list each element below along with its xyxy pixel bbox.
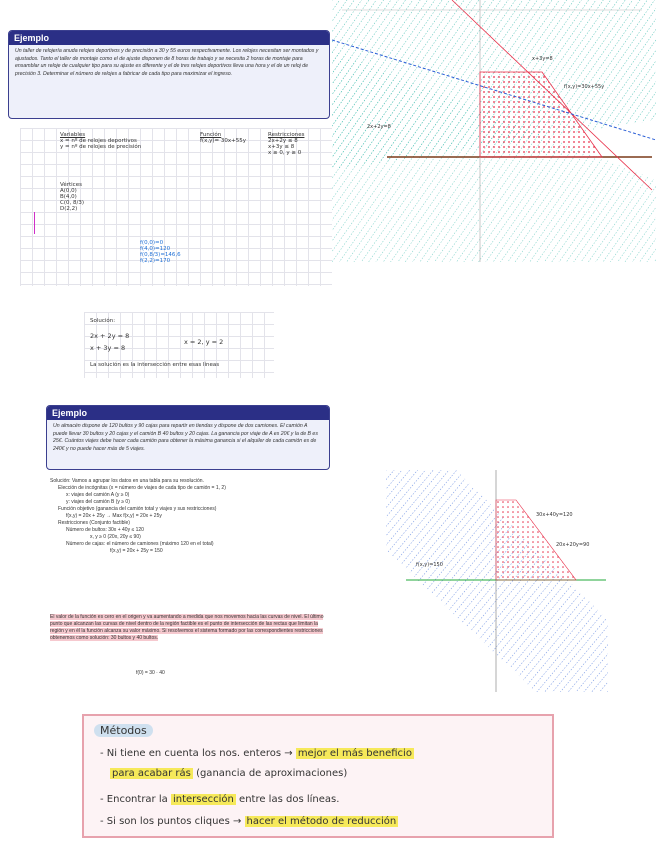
- example-box-2: [46, 405, 330, 470]
- restriction-line: x ≥ 0, y ≥ 0: [268, 150, 302, 156]
- restrictions-block: [268, 132, 304, 156]
- plot-label-mid: f(x,y)=30x+55y: [564, 84, 605, 90]
- function-value: f(0,8/3)=146,6: [140, 252, 181, 258]
- function-line: f(x,y)= 30x+55y: [200, 138, 246, 144]
- restrictions-title: Restricciones: [268, 132, 305, 138]
- notes-text: - Encontrar la: [100, 794, 168, 805]
- function-value: f(0,0)=0: [140, 240, 164, 246]
- solution-title: Solución:: [90, 318, 116, 324]
- plot-label-top: x+3y=8: [532, 56, 553, 62]
- function-block: [200, 132, 246, 144]
- plot-label-2: 20x+20y=90: [556, 542, 590, 548]
- example-box-1: [8, 30, 330, 119]
- plot-label-left: 2x+2y=8: [367, 124, 391, 130]
- solution-paper-2: [50, 478, 332, 555]
- paper-paragraph-block: [50, 614, 330, 642]
- example-text: Un taller de relojería anuda relojes deportivos y de precisión a 30 y 55 euros respectivamente. Los relojes necesitan ser montados y ajustados. Tanto el taller de montaje como el de ajuste disponen de 8 horas de trabajo y se necesita 2 horas de montaje para ensamblar un reloje de cualquier tipo para su ajuste es diferente y el de tres relojes deportivos lleva una hora y el de un reloj de precisión 3. Determinar el número de relojes a fabricar de cada tipo para maximizar el ingreso.: [15, 48, 319, 77]
- notes-highlight: hacer el método de reducción: [246, 816, 397, 827]
- vertex-line: C(0, 8/3): [60, 200, 84, 206]
- vertices-title: Vértices: [60, 182, 82, 188]
- example-title: Ejemplo: [47, 406, 329, 420]
- variables-title: Variables: [60, 132, 86, 138]
- paper-bullet: x, y ≥ 0 (20x, 20y ≤ 90): [90, 534, 141, 540]
- paper-intro: Solución: Vamos a agrupar los datos en una tabla para su resolución.: [50, 478, 204, 484]
- notes-text: (ganancia de aproximaciones): [196, 768, 348, 779]
- vertices-block: [60, 182, 84, 212]
- vertex-line: D(2,2): [60, 206, 78, 212]
- solution-notebook: [84, 312, 274, 378]
- restriction-line: x+3y ≤ 8: [268, 144, 295, 150]
- function-values-block: [140, 240, 181, 264]
- example-text: Un almacén dispone de 120 bultos y 90 cajas para repartir en tiendas y dispone de dos camiones. El camión A puede llevar 30 bultos y 20 cajas y el camión B 40 bultos y 20 cajas. La ganancia por viaje de A es 20€ y la de B es 25€. Cuántos viajes debe hacer cada camión para obtener la máxima ganancia si el alquiler de cada camión es de 240€ y no puede hacer más de 5 viajes.: [53, 423, 318, 452]
- notes-text: entre las dos líneas.: [239, 794, 340, 805]
- paper-bullet: Restricciones (Conjunto factible): [58, 520, 130, 526]
- paper-paragraph: El valor de la función es cero en el origen y va aumentando a medida que nos movemos hacia las curvas de nivel. El último punto que alcanzan las curvas de nivel dentro de la región factible es el punto de intersección de las rectas que limitan la región y en él la función alcanza su valor máximo. Si resolvemos el sistema formado por las correspondientes restricciones obtenemos como solución: 30 bultos y 40 bultos.: [50, 614, 324, 641]
- feasible-region-plot-2: [386, 470, 608, 692]
- notes-line-2: [110, 768, 347, 779]
- paper-bullet: Número de cajas: el número de camiones (máximo 120 en el total): [66, 541, 214, 547]
- notes-line-3: [100, 794, 339, 805]
- feasible-region-plot-1: [332, 0, 656, 262]
- notes-title: Métodos: [94, 724, 153, 737]
- notes-text: - Si son los puntos cliques →: [100, 816, 242, 827]
- paper-bullet: f(x,y) = 20x + 25y → Max f(x,y) = 20x + 25y: [66, 513, 162, 519]
- variable-line: y = nº de relojes de precisión: [60, 144, 142, 150]
- notes-box: [82, 714, 554, 838]
- paper-bullet: Elección de incógnitas (x = número de viajes de cada tipo de camión = 1, 2): [58, 485, 226, 491]
- restriction-line: 2x+2y ≤ 8: [268, 138, 298, 144]
- notes-highlight: intersección: [172, 794, 234, 805]
- solution-result: x = 2, y = 2: [184, 338, 224, 346]
- paper-footer: f(0) = 30 · 40: [136, 670, 165, 676]
- plot-label-1: 30x+40y=120: [536, 512, 573, 518]
- variables-block: [60, 132, 141, 150]
- paper-bullet: f(x,y) = 20x + 25y = 150: [110, 548, 163, 554]
- solution-conclusion: La solución es la intersección entre esas líneas: [90, 362, 220, 368]
- paper-bullet: Número de bultos: 30x + 40y ≤ 120: [66, 527, 144, 533]
- example-title: Ejemplo: [9, 31, 329, 45]
- vertex-line: A(0,0): [60, 188, 77, 194]
- vertex-line: B(4,0): [60, 194, 77, 200]
- solution-eq-2: x + 3y = 8: [90, 344, 126, 352]
- notebook-page-1: [20, 128, 332, 286]
- plot-label-3: f(x,y)=150: [416, 562, 443, 568]
- variable-line: x = nº de relojes deportivos: [60, 138, 137, 144]
- pink-annotation: [34, 212, 49, 234]
- paper-bullet: y: viajes del camión B (y ≥ 0): [66, 499, 130, 505]
- function-title: Función: [200, 132, 222, 138]
- notes-line-1: - Ni tiene en cuenta los nos. enteros → mejor el más beneficio: [100, 748, 412, 759]
- notes-line-4: [100, 816, 398, 827]
- paper-bullet: x: viajes del camión A (y ≥ 0): [66, 492, 130, 498]
- notes-highlight: mejor el más beneficio: [297, 748, 412, 759]
- paper-bullet: Función objetivo (ganancia del camión total y viajes y sus restricciones): [58, 506, 217, 512]
- solution-eq-1: 2x + 2y = 8: [90, 332, 130, 340]
- function-value: f(4,0)=120: [140, 246, 171, 252]
- notes-text: - Ni tiene en cuenta los nos. enteros: [100, 748, 282, 759]
- notes-highlight: para acabar rás: [112, 768, 191, 779]
- function-value: f(2,2)=170: [140, 258, 171, 264]
